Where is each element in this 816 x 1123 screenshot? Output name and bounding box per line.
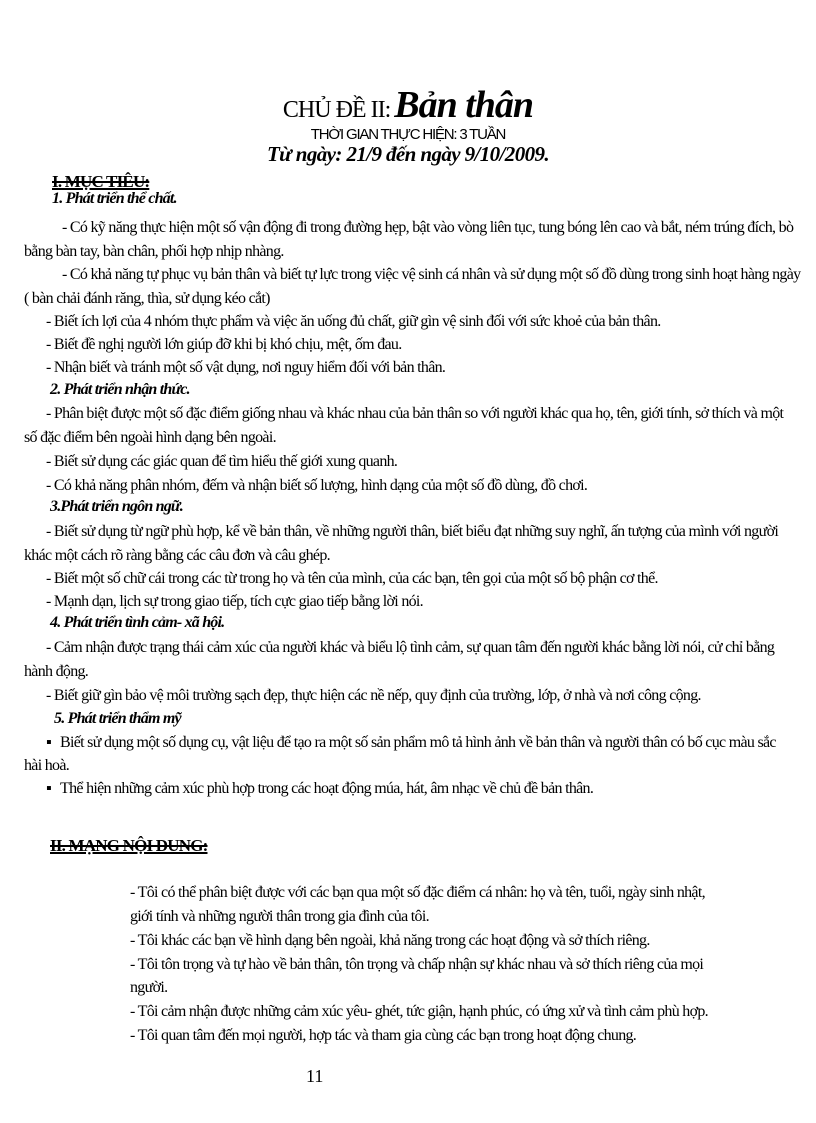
section-heading-content-network: II. MẠNG NỘI DUNG:	[50, 836, 208, 855]
text-line: khác một cách rõ ràng bằng các câu đơn và câu ghép.	[24, 547, 330, 564]
text-line: - Biết giữ gìn bảo vệ môi trường sạch đẹp, thực hiện các nề nếp, quy định của trường, lớp, ở nhà và nơi công cộng.	[46, 687, 701, 704]
subheading-cognitive: 2. Phát triển nhận thức.	[50, 381, 190, 398]
text-line: - Biết ích lợi của 4 nhóm thực phẩm và việc ăn uống đủ chất, giữ gìn vệ sinh đối với sức khoẻ của bản thân.	[46, 313, 661, 330]
text-line: - Có khả năng tự phục vụ bản thân và biết tự lực trong việc vệ sinh cá nhân và sử dụng một số đồ dùng trong sinh hoạt hàng ngày	[62, 266, 801, 283]
text-line-body: Thể hiện những cảm xúc phù hợp trong các hoạt động múa, hát, âm nhạc về chủ đề bản thân.	[60, 780, 594, 797]
title-main: Bản thân	[394, 84, 534, 126]
bullet-icon: ▪	[46, 780, 51, 797]
text-line-body: Biết sử dụng một số dụng cụ, vật liệu để tạo ra một số sản phẩm mô tả hình ảnh về bản thân và người thân có bố cục màu sắc	[60, 734, 776, 751]
duration-line: THỜI GIAN THỰC HIỆN: 3 TUẦN	[310, 126, 506, 143]
text-line: số đặc điểm bên ngoài hình dạng bên ngoài.	[24, 429, 276, 446]
text-line: - Cảm nhận được trạng thái cảm xúc của người khác và biểu lộ tình cảm, sự quan tâm đến người khác bằng lời nói, cử chỉ bằng	[46, 639, 775, 656]
text-line: - Nhận biết và tránh một số vật dụng, nơi nguy hiểm đối với bản thân.	[46, 359, 446, 376]
subheading-physical: 1. Phát triển thể chất.	[52, 190, 177, 207]
text-line: - Tôi khác các bạn về hình dạng bên ngoài, khả năng trong các hoạt động và sở thích riêng.	[130, 932, 650, 949]
text-line	[46, 781, 593, 797]
text-line: - Tôi có thể phân biệt được với các bạn qua một số đặc điểm cá nhân: họ và tên, tuổi, ngày sinh nhật,	[130, 884, 705, 901]
subheading-language: 3.Phát triển ngôn ngữ.	[50, 498, 183, 515]
text-line: - Tôi cảm nhận được những cảm xúc yêu- ghét, tức giận, hạnh phúc, có ứng xử và tình cảm phù hợp.	[130, 1003, 708, 1020]
text-line: ( bàn chải đánh răng, thìa, sử dụng kéo cắt)	[24, 290, 270, 307]
text-line: - Có khả năng phân nhóm, đếm và nhận biết số lượng, hình dạng của một số đồ dùng, đồ chơi.	[46, 477, 588, 494]
text-line	[46, 735, 776, 751]
text-line: giới tính và những người thân trong gia đình của tôi.	[130, 908, 429, 925]
text-line: - Biết sử dụng các giác quan để tìm hiểu thế giới xung quanh.	[46, 453, 398, 470]
text-line: - Biết đề nghị người lớn giúp đỡ khi bị khó chịu, mệt, ốm đau.	[46, 336, 402, 353]
text-line: - Mạnh dạn, lịch sự trong giao tiếp, tích cực giao tiếp bằng lời nói.	[46, 593, 423, 610]
text-line: hành động.	[24, 663, 89, 680]
page-title	[0, 86, 816, 124]
text-line: - Biết sử dụng từ ngữ phù hợp, kể về bản thân, về những người thân, biết biểu đạt những suy nghĩ, ấn tượng của mình với người	[46, 523, 779, 540]
text-line: người.	[130, 979, 168, 996]
text-line: hài hoà.	[24, 757, 70, 774]
text-line: - Tôi quan tâm đến mọi người, hợp tác và tham gia cùng các bạn trong hoạt động chung.	[130, 1027, 637, 1044]
page-number: 11	[306, 1066, 324, 1086]
text-line: - Tôi tôn trọng và tự hào về bản thân, tôn trọng và chấp nhận sự khác nhau và sở thích riêng của mọi	[130, 956, 704, 973]
text-line: - Phân biệt được một số đặc điểm giống nhau và khác nhau của bản thân so với người khác qua họ, tên, giới tính, sở thích và một	[46, 405, 784, 422]
subheading-aesthetic: 5. Phát triển thẩm mỹ	[54, 710, 181, 727]
subheading-social: 4. Phát triển tình cảm- xã hội.	[50, 614, 225, 631]
text-line: - Có kỹ năng thực hiện một số vận động đi trong đường hẹp, bật vào vòng liên tục, tung bóng lên cao và bắt, ném trúng đích, bò	[62, 219, 794, 236]
date-range: Từ ngày: 21/9 đến ngày 9/10/2009.	[266, 142, 550, 166]
text-line: bằng bàn tay, bàn chân, phối hợp nhịp nhàng.	[24, 243, 284, 260]
title-prefix: CHỦ ĐỀ II:	[282, 97, 391, 123]
section-heading-objectives: I. MỤC TIÊU:	[52, 172, 150, 191]
bullet-icon: ▪	[46, 734, 51, 751]
text-line: - Biết một số chữ cái trong các từ trong họ và tên của mình, của các bạn, tên gọi của một số bộ phận cơ thể.	[46, 570, 658, 587]
